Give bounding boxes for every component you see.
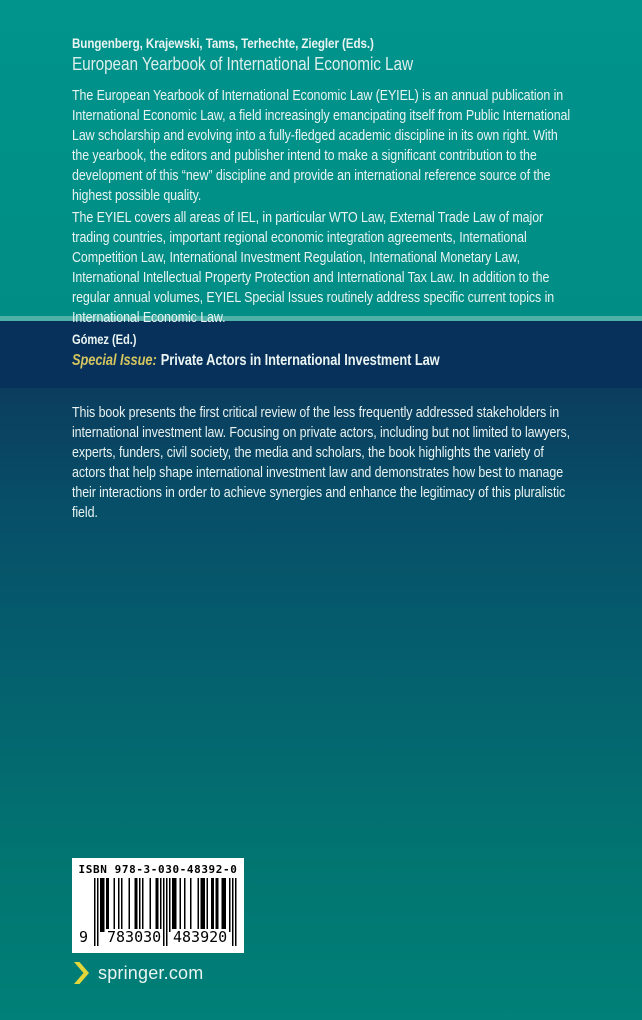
series-description-paragraph-1: The European Yearbook of International Economic Law (EYIEL) is an annual publication in International Economic Law, a field increasingly emancipating itself from Public International Law scholarship and evolving into a fully-fledged academic discipline in its own right. With the yearbook, the editors and publisher intend to make a significant contribution to the development of this “new” discipline and provide an international reference source of the highest possible quality. bbox=[72, 87, 571, 204]
ean-first-digit: 9 bbox=[79, 928, 89, 946]
springer-chevron-icon bbox=[74, 962, 89, 984]
book-blurb: This book presents the first critical review of the less frequently addressed stakeholders in international investment law. Focusing on private actors, including but not limited to lawyers, experts, funders, civil society, the media and scholars, the book highlights the variety of actors that help shape international investment law and demonstrates how best to manage their interactions in order to achieve synergies and enhance the legitimacy of this pluralistic field. bbox=[72, 404, 570, 521]
issue-editor: Gómez (Ed.) bbox=[72, 332, 137, 347]
ean-right-digits: 483920 bbox=[173, 928, 228, 946]
isbn-number-label: ISBN 978-3-030-48392-0 bbox=[78, 863, 238, 876]
publisher-url: springer.com bbox=[98, 962, 204, 983]
isbn-barcode bbox=[72, 858, 244, 953]
special-issue-label: Special Issue: bbox=[72, 352, 157, 369]
series-editors: Bungenberg, Krajewski, Tams, Terhechte, Ziegler (Eds.) bbox=[72, 35, 374, 51]
issue-title-line bbox=[72, 351, 572, 371]
ean-left-digits: 783030 bbox=[107, 928, 162, 946]
issue-title: Private Actors in International Investment Law bbox=[160, 352, 440, 369]
series-title: European Yearbook of International Economic Law bbox=[72, 53, 413, 74]
publisher-footer bbox=[74, 960, 203, 986]
series-description-paragraph-2: The EYIEL covers all areas of IEL, in particular WTO Law, External Trade Law of major trading countries, important regional economic integration agreements, International Competition Law, International Investment Regulation, International Monetary Law, International Intellectual Property Protection and International Tax Law. In addition to the regular annual volumes, EYIEL Special Issues routinely address specific current topics in International Economic Law. bbox=[72, 209, 555, 326]
